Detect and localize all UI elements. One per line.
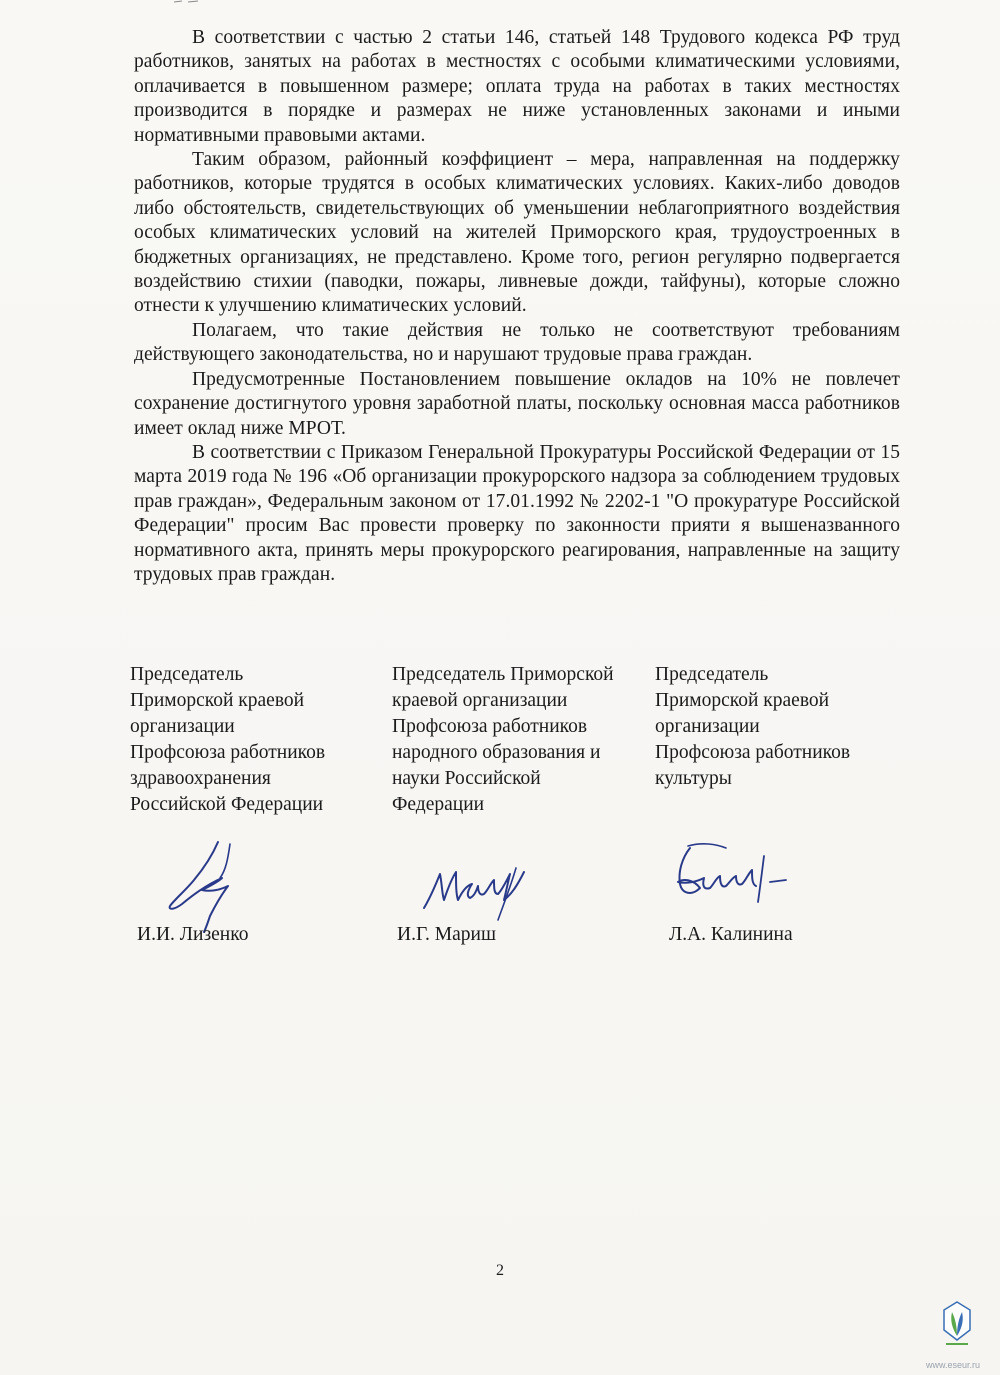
signatory-name-2: И.Г. Мариш (397, 924, 496, 945)
title-line: Приморской краевой (130, 690, 305, 711)
paragraph-1: В соответствии с частью 2 статьи 146, статьей 148 Трудового кодекса РФ труд работников, занятых на работах в местностях с особыми климатическими условиями, оплачивается в повышенном размере; оплата труда на работах в таких местностях производится в порядке и размерах не ниже установленных законами и иными нормативными правовыми актами. (134, 27, 900, 146)
scan-mark (172, 0, 202, 4)
title-line: Председатель (655, 664, 769, 685)
title-line: народного образования и (392, 742, 601, 763)
paragraph-5: В соответствии с Приказом Генеральной Прокуратуры Российской Федерации от 15 марта 2019 года № 196 «Об организации прокурорского надзора за соблюдением трудовых прав граждан», Федеральным законом от 17.01.1992 № 2202-1 "О прокуратуре Российской Федерации" просим Вас провести проверку по законности прияти я вышеназванного нормативного акта, принять меры прокурорского реагирования, направленные на защиту трудовых прав граждан. (134, 441, 900, 585)
title-line: Профсоюза работников (130, 742, 326, 763)
watermark: www.eseur.ru (926, 1360, 981, 1370)
union-logo-icon (940, 1300, 974, 1350)
signatory-title-1 (130, 662, 380, 818)
title-line: здравоохранения (130, 768, 271, 789)
title-line: организации (655, 716, 760, 737)
paragraph-2: Таким образом, районный коэффициент – мера, направленная на поддержку работников, которые трудятся в особых климатических условиях. Каких-либо доводов либо обстоятельств, свидетельствующих об уменьшении неблагоприятного воздействия особых климатических условий на жителей Приморского края, трудоустроенных в бюджетных организациях, не представлено. Кроме того, регион регулярно подвергается воздействию стихии (паводки, пожары, ливневые дожди, тайфуны), которые сложно отнести к улучшению климатических условий. (134, 149, 900, 317)
signatory-title-2 (392, 662, 642, 818)
title-line: науки Российской (392, 768, 541, 789)
title-line: Председатель Приморской (392, 664, 614, 685)
title-line: Федерации (392, 794, 485, 815)
title-line: Профсоюза работников (655, 742, 851, 763)
handwritten-signature-2 (420, 838, 540, 923)
paragraph-4: Предусмотренные Постановлением повышение окладов на 10% не повлечет сохранение достигнутого уровня заработной платы, поскольку основная масса работников имеет оклад ниже МРОТ. (134, 368, 900, 439)
signatory-title-3 (655, 662, 905, 792)
title-line: Профсоюза работников (392, 716, 588, 737)
signatory-name-1: И.И. Лизенко (137, 924, 249, 945)
title-line: краевой организации (392, 690, 568, 711)
page-number: 2 (496, 1262, 504, 1279)
title-line: культуры (655, 768, 732, 789)
paragraph-3: Полагаем, что такие действия не только не соответствуют требованиям действующего законодательства, но и нарушают трудовые права граждан. (134, 319, 900, 366)
title-line: организации (130, 716, 235, 737)
handwritten-signature-1 (160, 838, 250, 933)
signatory-name-3: Л.А. Калинина (669, 924, 793, 945)
title-line: Председатель (130, 664, 244, 685)
title-line: Приморской краевой (655, 690, 830, 711)
title-line: Российской Федерации (130, 794, 324, 815)
handwritten-signature-3 (668, 838, 798, 918)
letter-body (134, 26, 900, 587)
